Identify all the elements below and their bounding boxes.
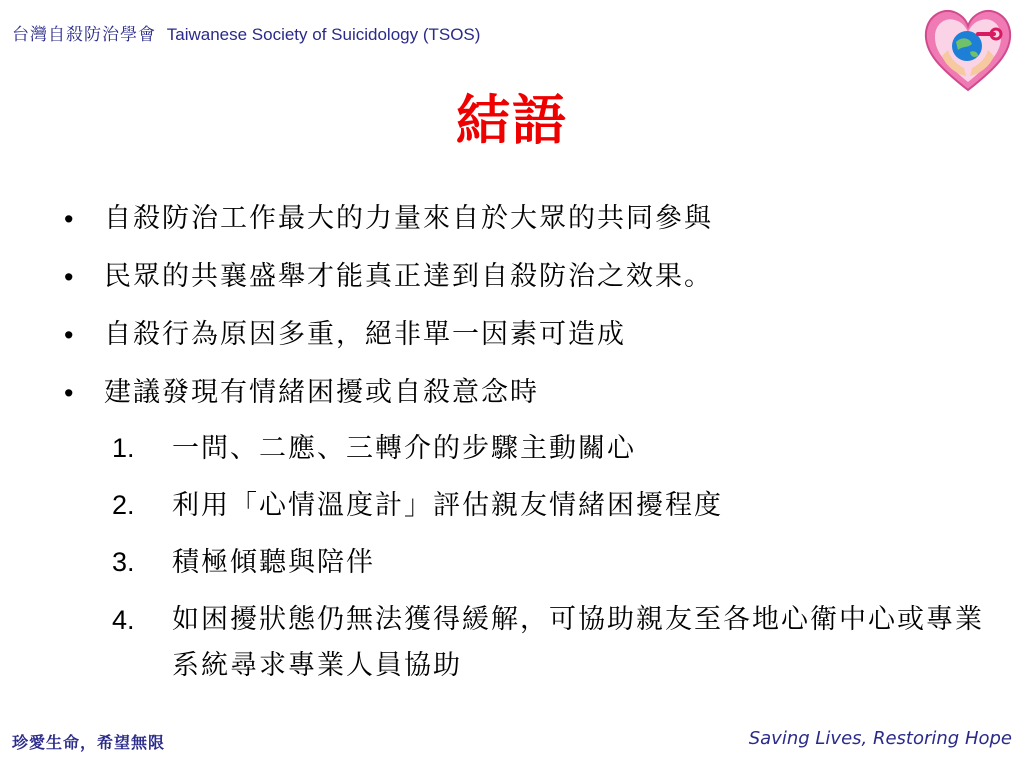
bullet-icon: • <box>64 204 76 234</box>
bullet-text: 民眾的共襄盛舉才能真正達到自殺防治之效果。 <box>104 261 713 292</box>
org-name-zh: 台灣自殺防治學會 <box>12 25 156 44</box>
numbered-item <box>112 534 992 591</box>
numbered-item <box>112 420 992 477</box>
bullet-text: 自殺行為原因多重，絕非單一因素可造成 <box>104 319 626 350</box>
item-text: 利用「心情溫度計」評估親友情緒困擾程度 <box>172 490 723 521</box>
bullet-item <box>60 190 713 248</box>
bullet-icon: • <box>64 262 76 292</box>
footer-slogan-en: Saving Lives, Restoring Hope <box>748 728 1012 749</box>
item-number: 4. <box>112 605 135 635</box>
slide-title: 結語 <box>456 88 568 152</box>
footer-slogan-zh: 珍愛生命，希望無限 <box>12 733 166 752</box>
bullet-list <box>60 190 713 422</box>
bullet-item <box>60 364 713 422</box>
item-text: 一問、二應、三轉介的步驟主動關心 <box>172 433 636 464</box>
bullet-item <box>60 248 713 306</box>
item-number: 2. <box>112 490 135 520</box>
item-text: 積極傾聽與陪伴 <box>172 547 375 578</box>
bullet-icon: • <box>64 378 76 408</box>
numbered-list <box>112 420 992 689</box>
bullet-icon: • <box>64 320 76 350</box>
item-number: 1. <box>112 433 135 463</box>
slide-header <box>12 20 480 45</box>
item-text: 如困擾狀態仍無法獲得緩解，可協助親友至各地心衛中心或專業系統尋求專業人員協助 <box>172 604 984 681</box>
item-number: 3. <box>112 547 135 577</box>
numbered-item <box>112 477 992 534</box>
org-name-en: Taiwanese Society of Suicidology (TSOS) <box>166 25 481 44</box>
bullet-text: 建議發現有情緒困擾或自殺意念時 <box>104 377 539 408</box>
numbered-item <box>112 591 992 689</box>
bullet-text: 自殺防治工作最大的力量來自於大眾的共同參與 <box>104 203 713 234</box>
bullet-item <box>60 306 713 364</box>
